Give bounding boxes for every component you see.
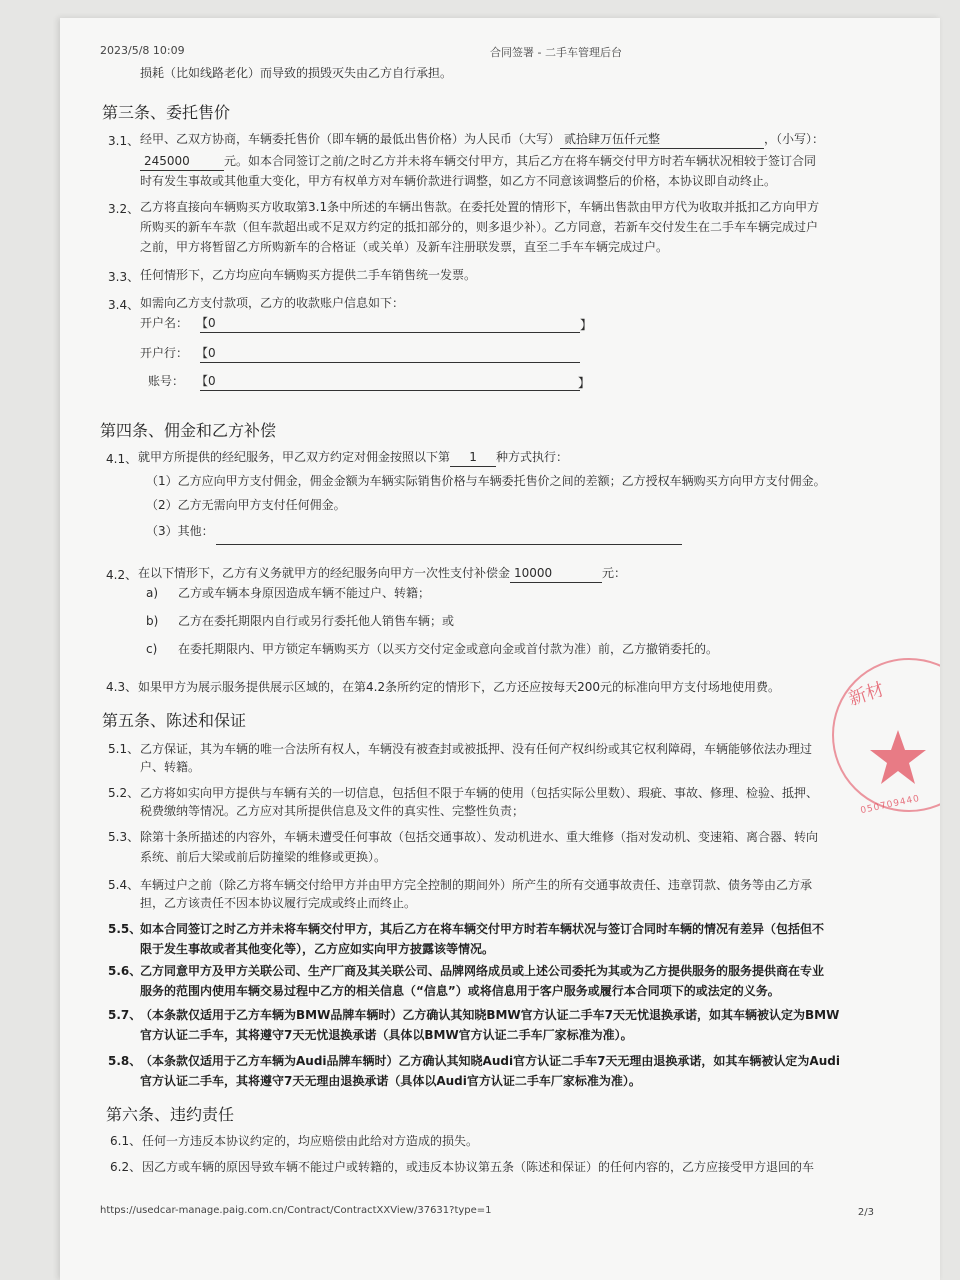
clause-4-2-text-b: 元： [602, 566, 627, 580]
clause-3-1-text-a: 经甲、乙双方协商，车辆委托售价（即车辆的最低出售价格）为人民币（大写） [140, 132, 561, 146]
clause-5-8-line2: 官方认证二手车，其将遵守7天无理由退换承诺（具体以Audi官方认证二手车厂家标准为准）。 [140, 1074, 641, 1088]
clause-4-2-text-a: 在以下情形下，乙方有义务就甲方的经纪服务向甲方一次性支付补偿金 [138, 566, 511, 580]
clause-4-2-num: 4.2、 [106, 568, 138, 582]
option-3-underline [216, 544, 682, 545]
account-name-underline [200, 332, 580, 333]
account-name-label: 开户名： [140, 316, 189, 330]
clause-4-1-text-b: 种方式执行： [496, 450, 569, 464]
item-c-text: 在委托期限内、甲方锁定车辆购买方（以买方交付定金或意向金或首付款为准）前，乙方撤销委托的。 [178, 642, 719, 656]
clause-5-2-num: 5.2、 [108, 786, 140, 800]
price-upper-field: 贰拾肆万伍仟元整 [560, 130, 764, 149]
clause-6-2-num: 6.2、 [110, 1160, 142, 1174]
account-bank-label: 开户行： [140, 346, 189, 360]
account-name-bracket-close: 】 [580, 318, 593, 332]
clause-3-1-line1 [140, 130, 824, 149]
clause-5-4-line1: 车辆过户之前（除乙方将车辆交付给甲方并由甲方完全控制的期间外）所产生的所有交通事故责任、违章罚款、债务等由乙方承 [140, 878, 813, 892]
section-5-heading: 第五条、陈述和保证 [102, 711, 247, 730]
page-number: 2/3 [857, 1207, 874, 1218]
item-b-label: b) [146, 614, 159, 628]
section-6-heading: 第六条、违约责任 [106, 1105, 235, 1124]
clause-5-1-num: 5.1、 [108, 742, 140, 756]
clause-4-1-num: 4.1、 [106, 452, 138, 466]
clause-5-1-line2: 户、转籍。 [140, 760, 201, 774]
account-no-bracket-open: 【 [196, 374, 209, 388]
clause-3-4-num: 3.4、 [108, 298, 140, 312]
clause-5-6-line2: 服务的范围内使用车辆交易过程中乙方的相关信息（“信息”）或将信息用于客户服务或履行本合同项下的或法定的义务。 [140, 984, 780, 998]
clause-5-2-line2: 税费缴纳等情况。乙方应对其所提供信息及文件的真实性、完整性负责； [140, 804, 525, 818]
account-no-bracket-close: 】 [578, 376, 591, 390]
clause-3-3-num: 3.3、 [108, 270, 140, 284]
clause-4-1-text-a: 就甲方所提供的经纪服务，甲乙双方约定对佣金按照以下第 [138, 450, 451, 464]
clause-3-1-text-c: 元。如本合同签订之前/之时乙方并未将车辆交付甲方，其后乙方在将车辆交付甲方时若车辆状况相较于签订合同 [224, 154, 817, 168]
clause-5-5-line2: 限于发生事故或者其他变化等），乙方应如实向甲方披露该等情况。 [140, 942, 495, 956]
clause-3-3: 任何情形下，乙方均应向车辆购买方提供二手车销售统一发票。 [140, 268, 477, 282]
item-a-label: a) [146, 586, 159, 600]
clause-5-6-num: 5.6、 [108, 964, 142, 978]
clause-6-1-num: 6.1、 [110, 1134, 142, 1148]
clause-6-2: 因乙方或车辆的原因导致车辆不能过户或转籍的，或违反本协议第五条（陈述和保证）的任何内容的，乙方应接受甲方退回的车 [142, 1160, 815, 1174]
clause-4-2-line1 [138, 564, 626, 583]
account-no-underline [200, 390, 580, 391]
seal-text: 新材 [846, 678, 887, 710]
seal-star-icon [868, 728, 928, 788]
account-no-value: 0 [208, 374, 216, 388]
clause-5-8-num: 5.8、 [108, 1054, 142, 1068]
option-2: （2）乙方无需向甲方支付任何佣金。 [146, 498, 346, 512]
clause-5-7-line1: （本条款仅适用于乙方车辆为BMW品牌车辆时）乙方确认其知晓BMW官方认证二手车7天无忧退换承诺，如其车辆被认定为BMW [140, 1008, 840, 1022]
clause-3-1-line3: 时有发生事故或其他重大变化，甲方有权单方对车辆价款进行调整，如乙方不同意该调整后的价格，本协议即自动终止。 [140, 174, 777, 188]
clause-4-1-line1 [138, 448, 568, 467]
clause-4-3: 如果甲方为展示服务提供展示区域的，在第4.2条所约定的情形下，乙方还应按每天200元的标准向甲方支付场地使用费。 [138, 680, 780, 694]
clause-3-2-num: 3.2、 [108, 202, 140, 216]
account-bank-underline [200, 362, 580, 363]
clause-3-2-line3: 之前，甲方将暂留乙方所购新车的合格证（或关单）及新车注册联发票，直至二手车车辆完成过户。 [140, 240, 669, 254]
clause-3-1-text-b: ，（小写）： [764, 132, 825, 146]
account-name-value: 0 [208, 316, 216, 330]
clause-5-8-line1: （本条款仅适用于乙方车辆为Audi品牌车辆时）乙方确认其知晓Audi官方认证二手车7天无理由退换承诺，如其车辆被认定为Audi [140, 1054, 840, 1068]
account-name-bracket-open: 【 [196, 316, 209, 330]
clause-5-5-num: 5.5、 [108, 922, 142, 936]
seal-number: 050709440 [859, 793, 921, 817]
section-4-heading: 第四条、佣金和乙方补偿 [100, 421, 277, 440]
price-lower-field: 245000 [140, 152, 224, 171]
option-3: （3）其他： [146, 524, 214, 538]
clause-3-1-line2 [140, 152, 816, 171]
clause-5-7-line2: 官方认证二手车，其将遵守7天无忧退换承诺（具体以BMW官方认证二手车厂家标准为准）。 [140, 1028, 633, 1042]
clause-5-5-line1: 如本合同签订之时乙方并未将车辆交付甲方，其后乙方在将车辆交付甲方时若车辆状况与签订合同时车辆的情况有差异（包括但不 [140, 922, 825, 936]
clause-3-4: 如需向乙方支付款项，乙方的收款账户信息如下： [140, 296, 405, 310]
clause-5-4-num: 5.4、 [108, 878, 140, 892]
document-page [60, 18, 940, 1280]
clause-5-6-line1: 乙方同意甲方及甲方关联公司、生产厂商及其关联公司、品牌网络成员或上述公司委托为其或为乙方提供服务的服务提供商在专业 [140, 964, 825, 978]
commission-option-field: 1 [450, 448, 496, 467]
print-date: 2023/5/8 10:09 [100, 44, 185, 57]
account-bank-value: 0 [208, 346, 216, 360]
account-no-label: 账号： [148, 374, 185, 388]
section-3-heading: 第三条、委托售价 [102, 103, 231, 122]
clause-5-3-line2: 系统、前后大梁或前后防撞梁的维修或更换）。 [140, 850, 387, 864]
clause-3-1-num: 3.1、 [108, 134, 140, 148]
clause-5-3-num: 5.3、 [108, 830, 140, 844]
print-url: https://usedcar-manage.paig.com.cn/Contract/ContractXXView/37631?type=1 [100, 1205, 492, 1216]
clause-5-7-num: 5.7、 [108, 1008, 142, 1022]
clause-5-2-line1: 乙方将如实向甲方提供与车辆有关的一切信息，包括但不限于车辆的使用（包括实际公里数）、瑕疵、事故、修理、检验、抵押、 [140, 786, 819, 800]
account-bank-bracket-open: 【 [196, 346, 209, 360]
clause-5-3-line1: 除第十条所描述的内容外，车辆未遭受任何事故（包括交通事故）、发动机进水、重大维修（指对发动机、变速箱、离合器、转向 [140, 830, 819, 844]
compensation-amount-field: 10000 [510, 564, 602, 583]
item-a-text: 乙方或车辆本身原因造成车辆不能过户、转籍； [178, 586, 431, 600]
clause-4-3-num: 4.3、 [106, 680, 138, 694]
clause-6-1: 任何一方违反本协议约定的，均应赔偿由此给对方造成的损失。 [142, 1134, 479, 1148]
clause-5-1-line1: 乙方保证，其为车辆的唯一合法所有权人，车辆没有被查封或被抵押、没有任何产权纠纷或其它权利障碍，车辆能够依法办理过 [140, 742, 813, 756]
option-1: （1）乙方应向甲方支付佣金，佣金金额为车辆实际销售价格与车辆委托售价之间的差额；乙方授权车辆购买方向甲方支付佣金。 [146, 474, 826, 488]
continuation-line: 损耗（比如线路老化）而导致的损毁灭失由乙方自行承担。 [140, 66, 453, 80]
clause-5-4-line2: 担，乙方该责任不因本协议履行完成或终止而终止。 [140, 896, 417, 910]
item-c-label: c) [146, 642, 158, 656]
item-b-text: 乙方在委托期限内自行或另行委托他人销售车辆；或 [178, 614, 455, 628]
clause-3-2-line1: 乙方将直接向车辆购买方收取第3.1条中所述的车辆出售款。在委托处置的情形下，车辆出售款由甲方代为收取并抵扣乙方向甲方 [140, 200, 820, 214]
print-title: 合同签署 - 二手车管理后台 [490, 46, 622, 59]
clause-3-2-line2: 所购买的新车车款（但车款超出或不足双方约定的抵扣部分的，则多退少补）。乙方同意，若新车交付发生在二手车车辆完成过户 [140, 220, 819, 234]
